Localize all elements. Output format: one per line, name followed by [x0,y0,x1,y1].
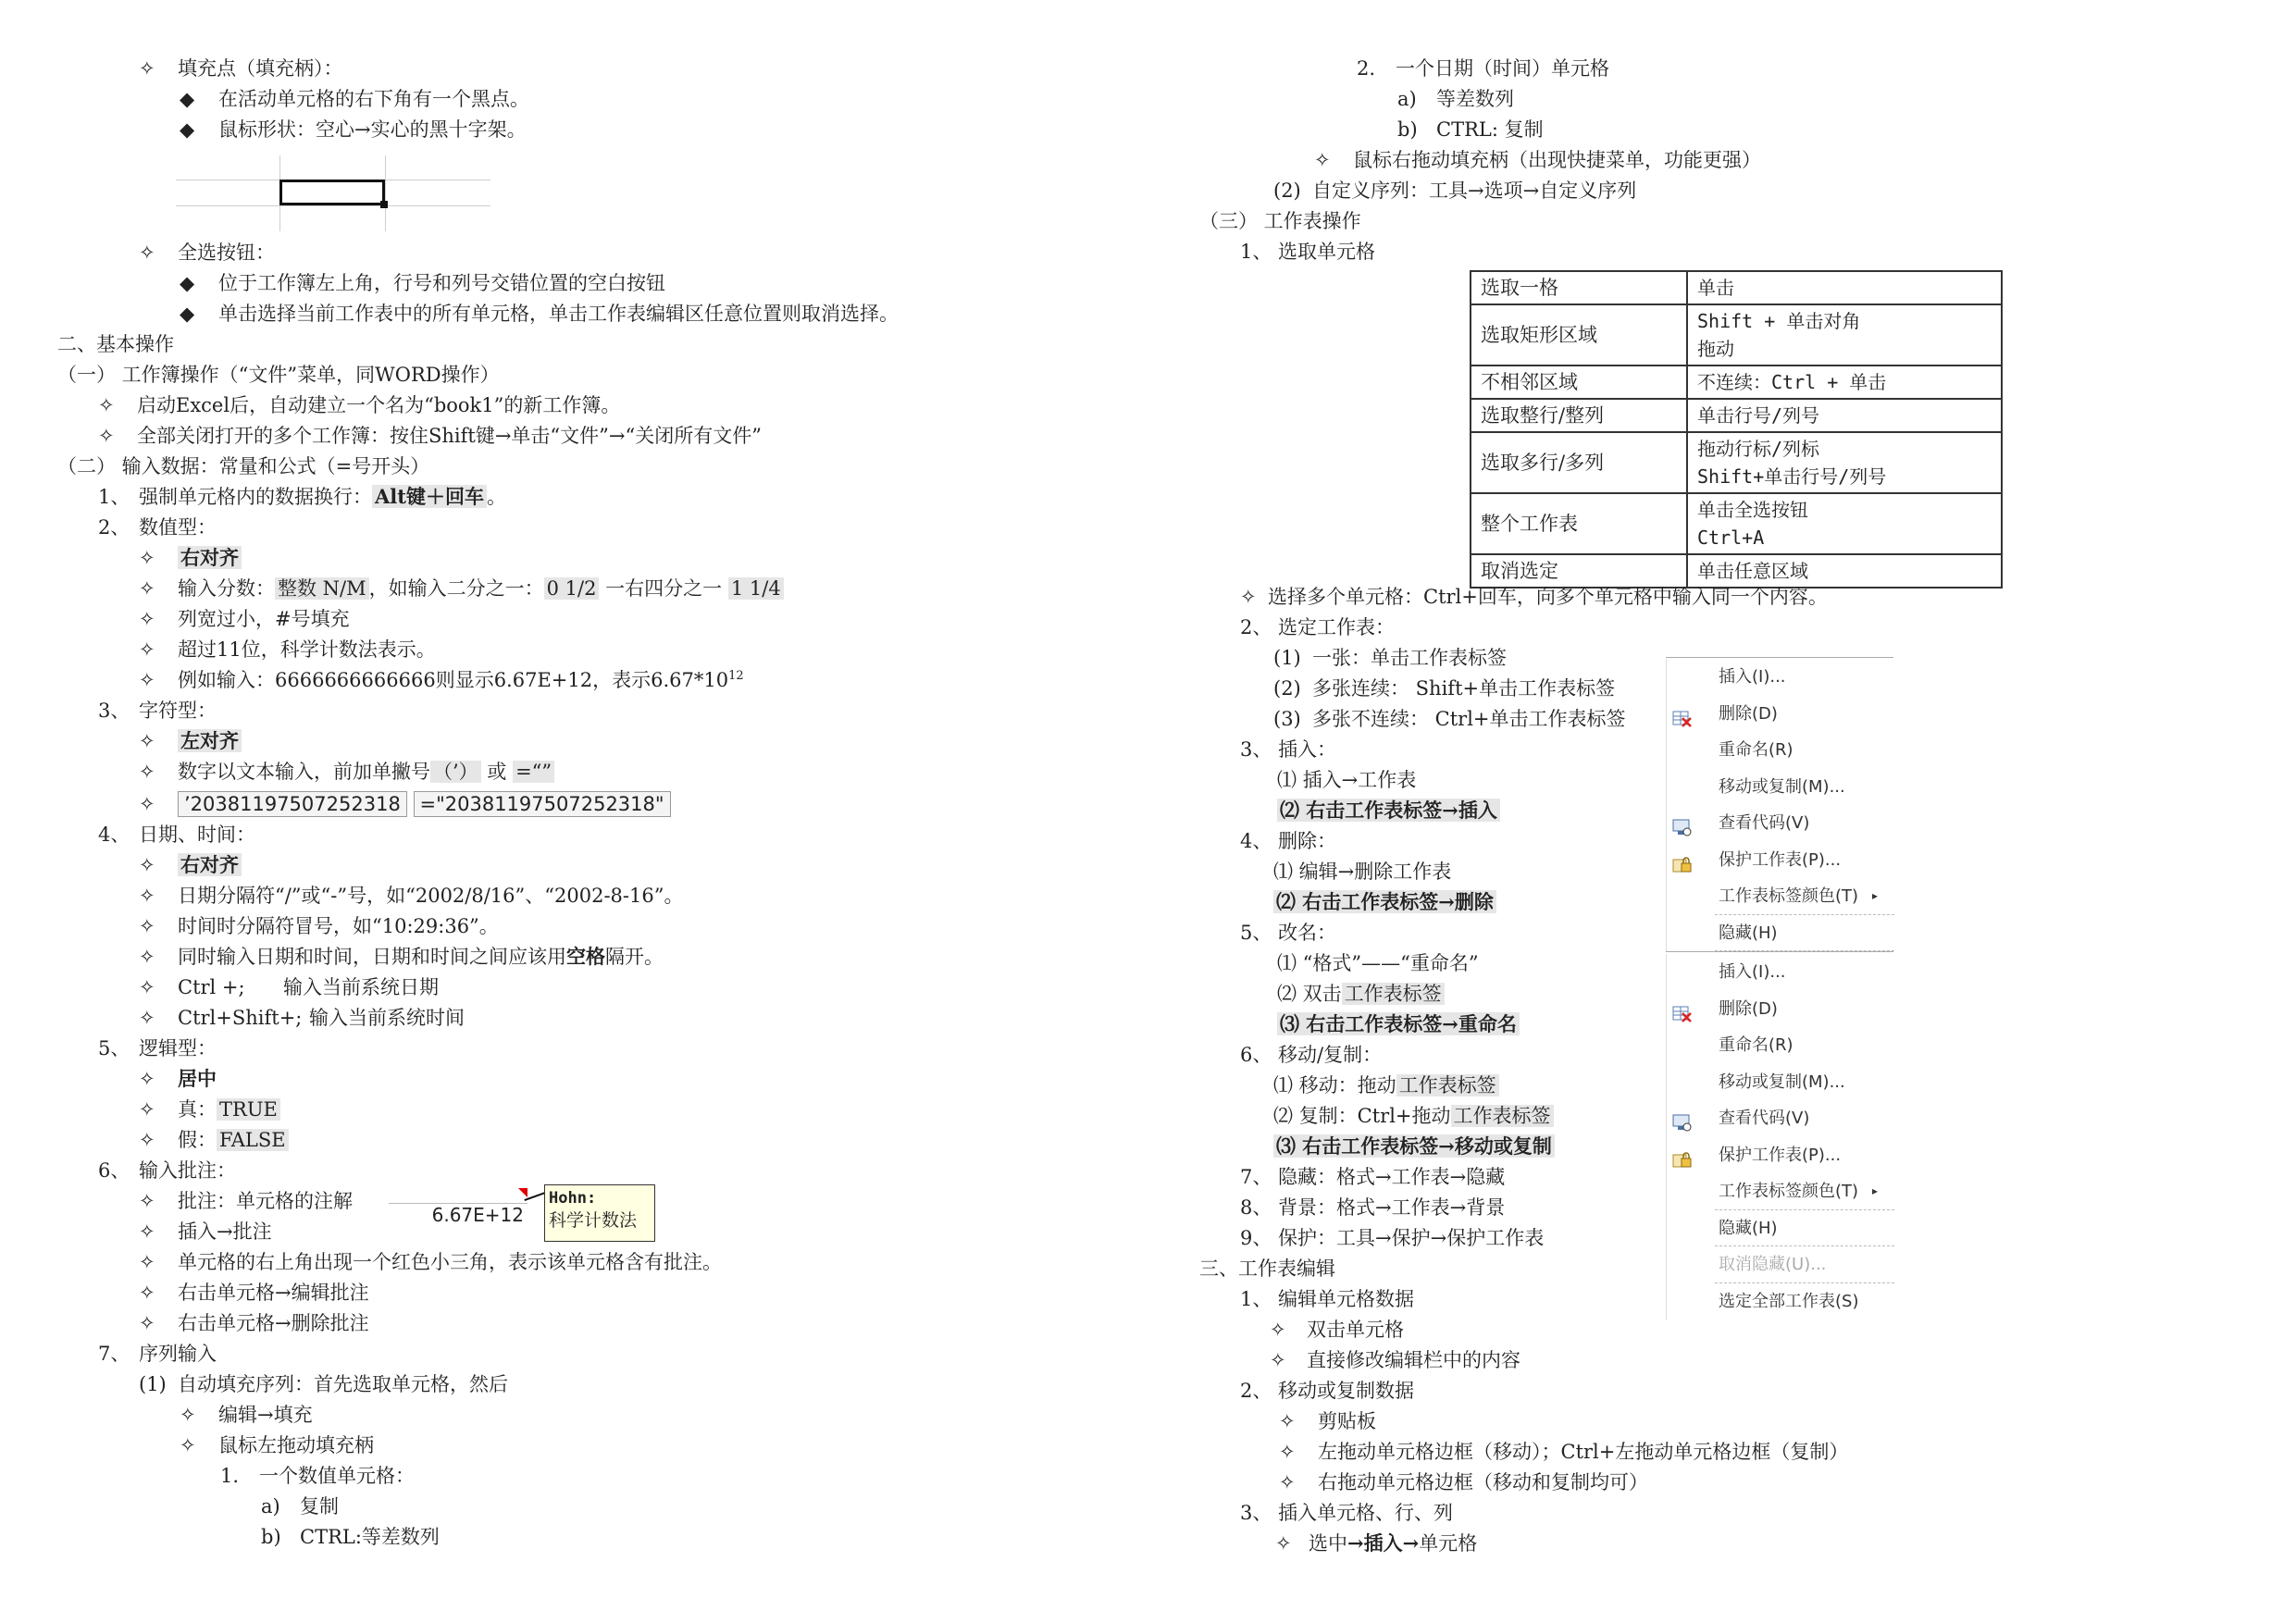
diamond-icon: ✧ [1270,1319,1286,1341]
menu-item-label: 重命名(R) [1719,1035,1793,1055]
sheet-tab-context-menu [1666,954,1894,1319]
list-item: ✧ 真： TRUE [139,1096,280,1122]
list-item: 1、 强制单元格内的数据换行： Alt键＋回车 。 [98,485,506,508]
list-item: 3、 插入单元格、行、列 [1240,1502,1454,1524]
diamond-icon: ✧ [139,638,155,661]
diamond-icon: ✧ [139,1190,155,1212]
list-item: ⑴ 插入→工作表 [1277,769,1417,791]
diamond-icon: ✧ [139,885,155,907]
list-item: ◆ 鼠标形状：空心→实心的黑十字架。 [180,118,527,141]
diamond-icon: ✧ [139,1312,155,1334]
list-item: 5、 逻辑型： [98,1037,217,1059]
list-item: 5、 改名： [1240,922,1337,944]
list-item: ✧ 选择多个单元格：Ctrl+回车，向多个单元格中输入同一个内容。 [1240,586,1828,608]
cell-line: 单击任意区域 [1697,560,1808,582]
diamond-icon: ✧ [139,761,155,783]
diamond-icon: ✧ [139,1098,155,1121]
diamond-icon: ✧ [1275,1532,1292,1555]
list-item: 3、 插入： [1240,738,1337,761]
list-item: (3) 多张不连续： Ctrl+单击工作表标签 [1273,708,1626,730]
list-item: ⑶ 右击工作表标签→重命名 [1277,1011,1520,1037]
menu-item-label: 插入(I)... [1719,667,1786,687]
fill-handle [380,201,388,208]
cell-line: 不相邻区域 [1481,371,1578,393]
list-item: ✧ 同时输入日期和时间，日期和时间之间应该用空格隔开。 [139,945,664,968]
bullet-icon: ◆ [180,118,195,141]
cell-line: 选取一格 [1481,277,1558,299]
delete-icon [1672,705,1693,724]
cell-line: 拖动 [1697,338,1734,360]
list-item: ◆ 单击选择当前工作表中的所有单元格，单击工作表编辑区任意位置则取消选择。 [180,303,899,325]
menu-item[interactable] [1667,991,1894,1028]
menu-item[interactable] [1667,1137,1894,1174]
list-item: ✧ 左拖动单元格边框（移动）；Ctrl+左拖动单元格边框（复制） [1279,1441,1849,1463]
list-item: ✧ Ctrl +; 输入当前系统日期 [139,976,439,998]
list-item: ✧ 右击单元格→编辑批注 [139,1282,369,1304]
menu-item[interactable] [1667,1210,1894,1247]
list-item: 3、 字符型： [98,700,217,722]
diamond-icon: ✧ [139,915,155,937]
menu-item[interactable] [1667,659,1894,696]
section-heading: 三、工作表编辑 [1199,1258,1335,1280]
list-item: ✧ 右对齐 [139,852,242,878]
list-item: b) CTRL:等差数列 [261,1526,440,1548]
list-item: (2) 自定义序列：工具→选项→自定义序列 [1273,180,1637,202]
cell-line: Ctrl+A [1697,527,1765,549]
menu-item-label: 选定全部工作表(S) [1719,1291,1859,1311]
diamond-icon: ✧ [180,1434,196,1456]
list-item: ⑵ 双击 工作表标签 [1277,981,1445,1007]
table-cell-action [1471,304,1687,365]
table-cell-method [1687,304,2002,365]
list-item: 1. 一个数值单元格： [220,1465,415,1487]
table-row [1471,271,2002,304]
list-item: ✧ 全部关闭打开的多个工作簿：按住Shift键→单击“文件”→“关闭所有文件” [98,425,762,447]
list-item: ✧ 时间时分隔符冒号，如“10:29:36”。 [139,915,499,937]
list-item: ⑵ 复制：Ctrl+拖动 工作表标签 [1273,1103,1554,1129]
table-cell-method [1687,365,2002,399]
diamond-icon: ✧ [1240,586,1257,608]
table-row [1471,554,2002,588]
table-row [1471,304,2002,365]
sheet-tab-context-menu [1666,659,1894,951]
diamond-icon: ✧ [139,1129,155,1151]
list-item: ✧ 例如输入：6666666666666则显示6.67E+12，表示$6.67*10^{12}$ [139,669,744,691]
list-item: ✧ Ctrl+Shift+; 输入当前系统时间 [139,1007,465,1029]
menu-item-label: 查看代码(V) [1719,1109,1810,1128]
list-item: 7、 序列输入 [98,1343,217,1365]
table-cell-action [1471,493,1687,554]
list-item: 9、 保护：工具→保护→保护工作表 [1240,1227,1545,1249]
menu-item-label: 删除(D) [1719,703,1778,724]
active-cell [279,180,385,205]
bullet-icon: ◆ [180,303,195,325]
cell-line: 不连续：Ctrl + 单击 [1697,371,1887,393]
list-item: 6、 移动/复制： [1240,1044,1383,1066]
list-item: 2、 数值型： [98,516,217,539]
menu-item-label: 隐藏(H) [1719,1218,1778,1238]
list-item: a) 等差数列 [1397,88,1514,110]
diamond-icon: ✧ [139,547,155,569]
diamond-icon: ✧ [180,1404,196,1426]
table-cell-action [1471,554,1687,588]
list-item: ✧ 数字以文本输入，前加单撇号 （’） 或 =“” [139,759,554,785]
diamond-icon: ✧ [139,608,155,630]
comment-indicator-icon [518,1188,527,1197]
menu-item[interactable] [1667,915,1894,952]
list-item: ✧ 输入分数： 整数 N/M ，如输入二分之一： 0 1/2 一右四分之一 1 1/4 [139,576,784,601]
submenu-arrow-icon: ▸ [1871,889,1878,902]
menu-item[interactable] [1667,1173,1894,1210]
menu-divider [1666,657,1893,658]
list-item: ⑵ 右击工作表标签→删除 [1273,889,1496,915]
diamond-icon: ✧ [1279,1441,1296,1463]
menu-item[interactable] [1667,878,1894,915]
menu-item[interactable] [1667,1064,1894,1101]
menu-item[interactable] [1667,1283,1894,1320]
delete-icon [1672,1000,1693,1019]
diamond-icon: ✧ [1279,1471,1296,1493]
table-cell-action [1471,399,1687,432]
menu-item[interactable] [1667,1027,1894,1064]
list-item: 6、 输入批注： [98,1159,236,1182]
diamond-icon: ✧ [98,394,115,416]
menu-item-label: 查看代码(V) [1719,813,1810,833]
cell-line: 单击全选按钮 [1697,499,1808,521]
diamond-icon: ✧ [139,577,155,600]
diamond-icon: ✧ [1314,149,1331,171]
table-cell-action [1471,365,1687,399]
table-cell-method [1687,554,2002,588]
menu-item[interactable] [1667,1100,1894,1137]
cell-line: 拖动行标/列标 [1697,438,1820,460]
menu-item-label: 工作表标签颜色(T) [1719,1182,1859,1201]
diamond-icon: ✧ [139,1220,155,1243]
list-item: ✧ 右击单元格→删除批注 [139,1312,369,1334]
list-item: ✧ 双击单元格 [1270,1319,1404,1341]
table-row [1471,365,2002,399]
comment-cell: 6.67E+12 [389,1203,527,1229]
menu-item-label: 保护工作表(P)... [1719,849,1842,870]
diamond-icon: ✧ [98,425,115,447]
list-item: (1) 一张：单击工作表标签 [1273,647,1507,669]
diamond-icon: ✧ [139,946,155,968]
table-row [1471,399,2002,432]
cell-line: Shift+单击行号/列号 [1697,465,1887,488]
list-item: 2. 一个日期（时间）单元格 [1357,57,1609,80]
list-item: 7、 隐藏：格式→工作表→隐藏 [1240,1166,1506,1188]
list-item: ⑴ 移动：拖动 工作表标签 [1273,1072,1499,1098]
menu-item[interactable] [1667,732,1894,769]
menu-item[interactable] [1667,769,1894,806]
diamond-icon: ✧ [139,976,155,998]
table-cell-method [1687,432,2002,493]
subsection-heading: （三） 工作表操作 [1199,210,1361,232]
menu-item-label: 移动或复制(M)... [1719,776,1845,797]
list-item: ⑴ 编辑→删除工作表 [1273,861,1452,883]
diamond-icon: ✧ [139,730,155,752]
bullet-icon: ◆ [180,272,195,294]
list-item [139,791,671,817]
list-item: ✧ 直接修改编辑栏中的内容 [1270,1349,1520,1371]
menu-item-label: 隐藏(H) [1719,923,1778,943]
comment-box: Hohn: 科学计数法 [544,1184,655,1242]
list-item: ✧ 选中→插入→单元格 [1275,1531,1478,1555]
section-heading: 二、基本操作 [57,333,174,355]
list-item: ✧ 插入→批注 [139,1220,272,1243]
list-item: 1、 编辑单元格数据 [1240,1288,1415,1310]
cell-line: 取消选定 [1481,560,1558,582]
list-item: ⑵ 右击工作表标签→插入 [1277,798,1500,824]
list-item: ✧ 鼠标左拖动填充柄 [180,1434,374,1456]
subsection-heading: （二） 输入数据：常量和公式（=号开头） [57,455,430,477]
list-item: ✧ 批注：单元格的注解 [139,1190,353,1212]
submenu-arrow-icon: ▸ [1871,1184,1878,1197]
list-item: ✧ 居中 [139,1067,217,1090]
fill-handle-illustration [176,155,490,231]
list-item: ✧ 超过11位，科学计数法表示。 [139,638,436,661]
menu-item[interactable] [1667,696,1894,733]
cell-line: 单击 [1697,277,1734,299]
cell-line: 整个工作表 [1481,513,1578,535]
list-item: ✧ 填充点（填充柄）： [139,57,343,80]
list-item: ✧ 日期分隔符“/”或“-”号，如“2002/8/16”、“2002-8-16”。 [139,885,684,907]
diamond-icon: ✧ [139,57,155,80]
diamond-icon: ✧ [139,1251,155,1273]
list-item: (2) 多张连续： Shift+单击工作表标签 [1273,677,1616,700]
list-item: ⑶ 右击工作表标签→移动或复制 [1273,1134,1555,1159]
diamond-icon: ✧ [139,669,155,691]
diamond-icon: ✧ [139,1007,155,1029]
diamond-icon: ✧ [1279,1410,1296,1432]
cell-line: Shift + 单击对角 [1697,310,1861,332]
list-item: ✧ 左对齐 [139,728,242,754]
cell-line: 单击行号/列号 [1697,404,1820,427]
list-item: a) 复制 [261,1495,339,1518]
selection-table [1470,270,2003,588]
list-item: ✧ 列宽过小，#号填充 [139,608,350,630]
list-item: 2、 选定工作表： [1240,616,1396,638]
menu-item-label: 取消隐藏(U)... [1719,1255,1827,1274]
diamond-icon: ✧ [139,854,155,876]
cell-line: 选取整行/整列 [1481,404,1605,427]
subsection-heading: （一） 工作簿操作（“文件”菜单，同WORD操作） [57,364,500,386]
diamond-icon: ✧ [139,1282,155,1304]
diamond-icon: ✧ [139,793,155,815]
menu-item[interactable] [1667,805,1894,842]
list-item: (1) 自动填充序列：首先选取单元格，然后 [139,1373,508,1395]
list-item: b) CTRL: 复制 [1397,118,1544,141]
cell-line: 选取矩形区域 [1481,324,1597,346]
table-cell-method [1687,493,2002,554]
menu-item-label: 插入(I)... [1719,962,1786,982]
list-item: ◆ 在活动单元格的右下角有一个黑点。 [180,88,529,110]
list-item: ✧ 编辑→填充 [180,1404,313,1426]
protect-icon [1672,851,1693,870]
table-cell-method [1687,271,2002,304]
list-item: 1、 选取单元格 [1240,241,1376,263]
list-item: ✧ 右拖动单元格边框（移动和复制均可） [1279,1471,1648,1493]
cell-line: 选取多行/多列 [1481,452,1605,474]
list-item: 2、 移动或复制数据 [1240,1380,1415,1402]
list-item: 8、 背景：格式→工作表→背景 [1240,1196,1506,1219]
menu-item-label: 工作表标签颜色(T) [1719,886,1859,906]
list-item: ⑴ “格式”——“重命名” [1277,952,1479,974]
menu-item-label: 删除(D) [1719,998,1778,1019]
menu-divider [1666,951,1893,952]
list-item: 4、 删除： [1240,830,1337,852]
table-cell-action [1471,432,1687,493]
menu-item-label: 重命名(R) [1719,740,1793,760]
list-item: ✧ 鼠标右拖动填充柄（出现快捷菜单，功能更强） [1314,149,1761,171]
list-item: ✧ 启动Excel后，自动建立一个名为“book1”的新工作簿。 [98,394,621,416]
diamond-icon: ✧ [139,242,155,264]
table-row [1471,493,2002,554]
text-input-example: ="20381197507252318" [414,791,671,817]
text-input-example: ’20381197507252318 [178,791,407,817]
menu-item[interactable] [1667,954,1894,991]
table-row [1471,432,2002,493]
list-item: ✧ 右对齐 [139,545,242,571]
list-item: ✧ 单元格的右上角出现一个红色小三角，表示该单元格含有批注。 [139,1251,722,1273]
table-cell-method [1687,399,2002,432]
code-icon [1672,814,1693,833]
menu-item-label: 保护工作表(P)... [1719,1145,1842,1165]
protect-icon [1672,1146,1693,1165]
list-item: ◆ 位于工作簿左上角，行号和列号交错位置的空白按钮 [180,272,665,294]
list-item: 4、 日期、时间： [98,824,255,846]
list-item: ✧ 全选按钮： [139,242,275,264]
table-cell-action [1471,271,1687,304]
menu-item-label: 移动或复制(M)... [1719,1072,1845,1092]
menu-item[interactable] [1667,842,1894,879]
bullet-icon: ◆ [180,88,195,110]
list-item: ✧ 剪贴板 [1279,1410,1376,1432]
menu-item [1667,1246,1894,1283]
code-icon [1672,1109,1693,1128]
diamond-icon: ✧ [139,1068,155,1090]
list-item: ✧ 假： FALSE [139,1127,289,1153]
diamond-icon: ✧ [1270,1349,1286,1371]
